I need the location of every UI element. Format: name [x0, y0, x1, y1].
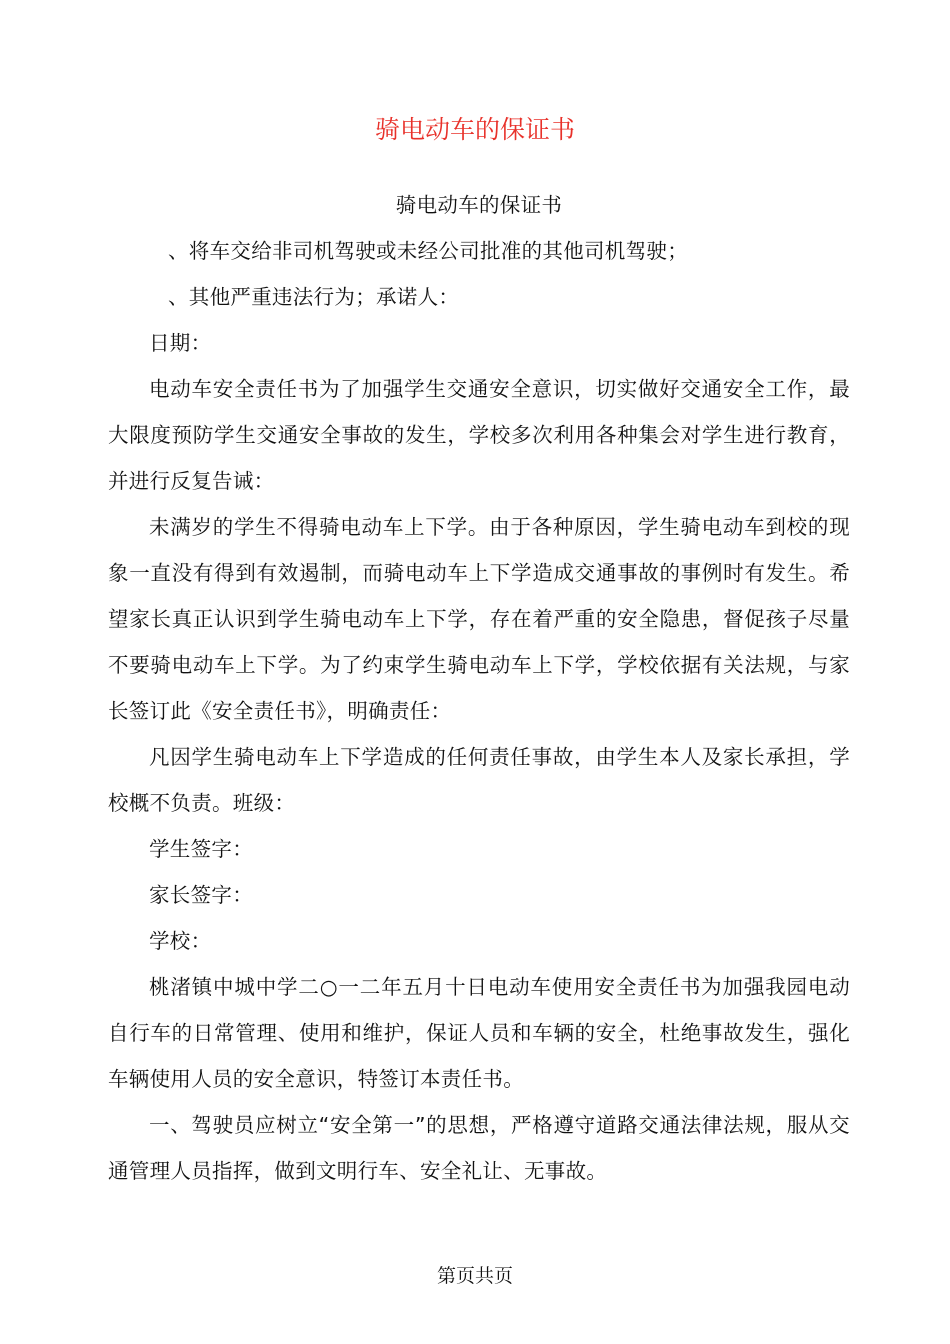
document-body [108, 182, 850, 1194]
paragraph: 一、驾驶员应树立“安全第一”的思想，严格遵守道路交通法律法规，服从交通管理人员指挥，做到文明行车、安全礼让、无事故。 [108, 1113, 850, 1183]
page-footer: 第页共页 [436, 1265, 513, 1287]
list-item: 、将车交给非司机驾驶或未经公司批准的其他司机驾驶； [168, 239, 688, 263]
document-title: 骑电动车的保证书 [374, 115, 575, 144]
list-item: 、其他严重违法行为；承诺人： [168, 285, 460, 309]
paragraph: 桃渚镇中城中学二○一二年五月十日电动车使用安全责任书为加强我园电动自行车的日常管理、使用和维护，保证人员和车辆的安全，杜绝事故发生，强化车辆使用人员的安全意识，特签订本责任书。 [108, 975, 850, 1091]
parent-signature-label: 家长签字： [149, 883, 253, 907]
paragraph: 凡因学生骑电动车上下学造成的任何责任事故，由学生本人及家长承担，学校概不负责。班级： [108, 745, 850, 815]
paragraph: 电动车安全责任书为了加强学生交通安全意识，切实做好交通安全工作，最大限度预防学生交通安全事故的发生，学校多次利用各种集会对学生进行教育，并进行反复告诫： [108, 377, 850, 493]
paragraph: 未满岁的学生不得骑电动车上下学。由于各种原因，学生骑电动车到校的现象一直没有得到有效遏制，而骑电动车上下学造成交通事故的事例时有发生。希望家长真正认识到学生骑电动车上下学，存在着严重的安全隐患，督促孩子尽量不要骑电动车上下学。为了约束学生骑电动车上下学，学校依据有关法规，与家长签订此《安全责任书》，明确责任： [108, 515, 850, 723]
document-subtitle: 骑电动车的保证书 [395, 193, 563, 217]
student-signature-label: 学生签字： [149, 837, 253, 861]
date-label: 日期： [149, 331, 212, 355]
school-label: 学校： [149, 929, 212, 953]
